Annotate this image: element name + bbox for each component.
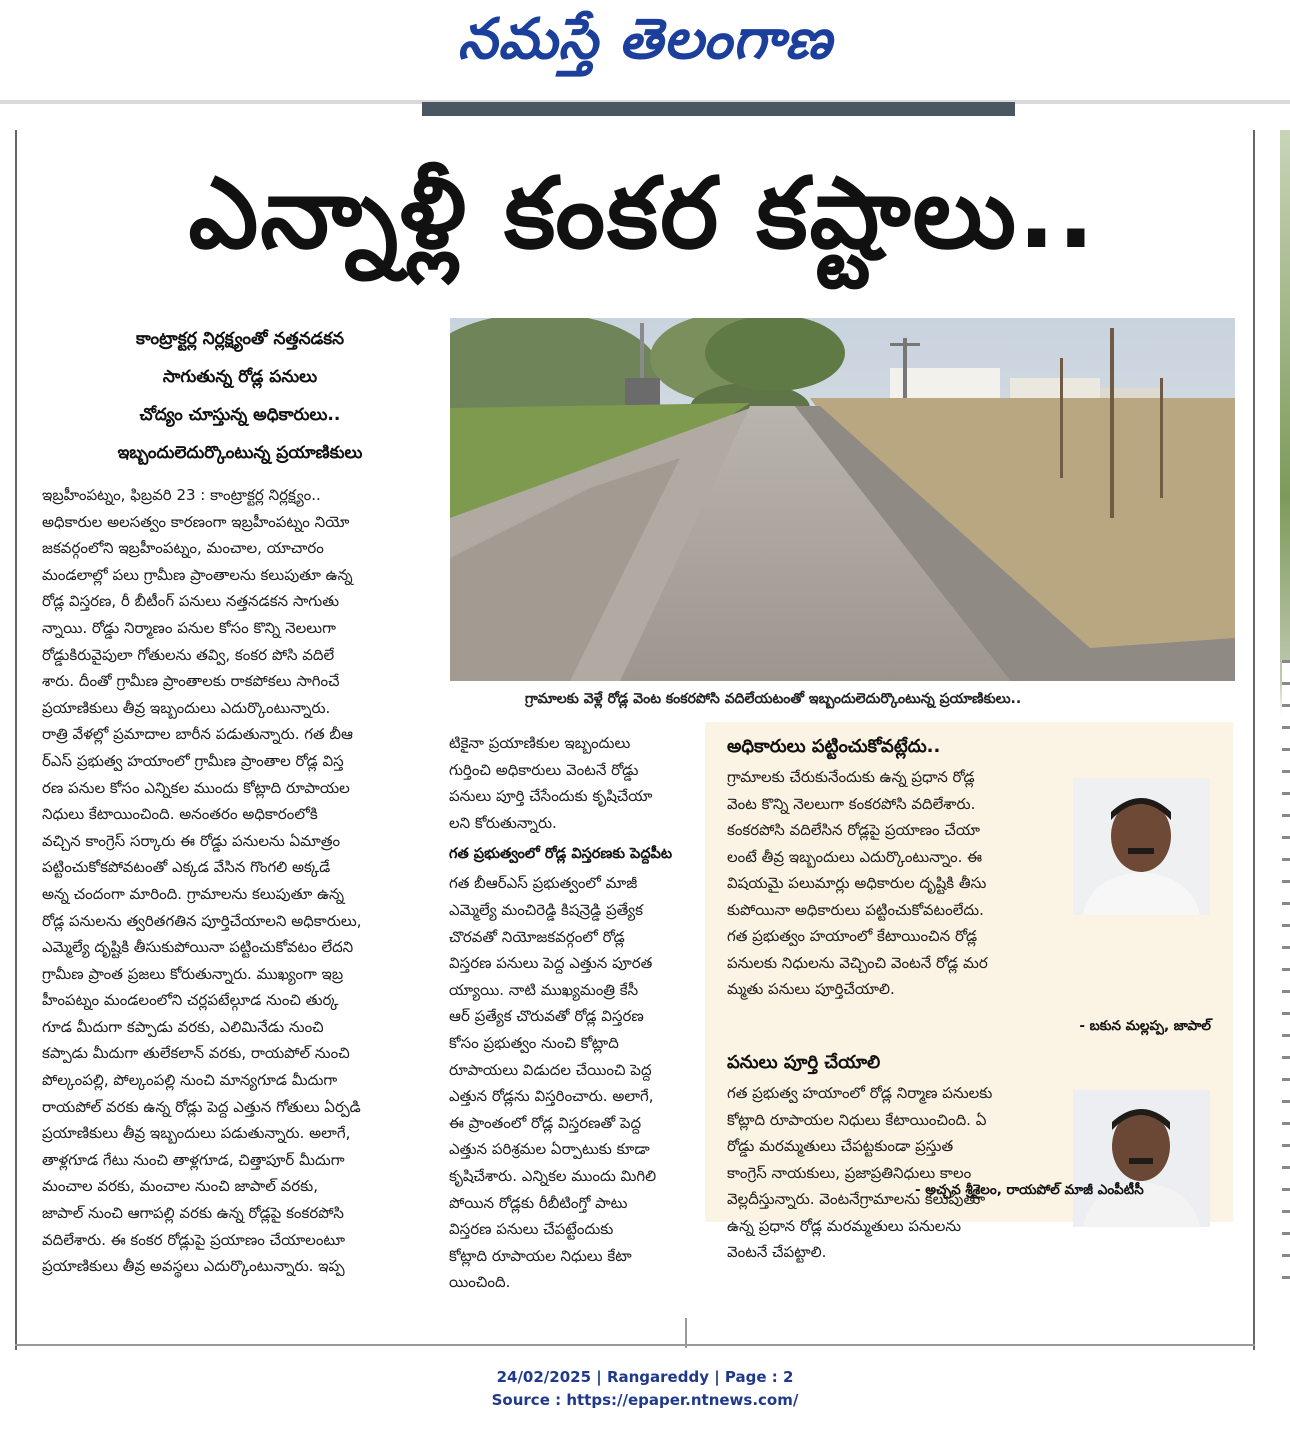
body-text-column-2b — [449, 870, 714, 1296]
inline-subhead: గత ప్రభుత్వంలో రోడ్ల విస్తరణకు పెద్దపీట — [449, 846, 673, 863]
body-line: పోయిన రోడ్లకు రీబీటింగ్తో పాటు — [449, 1193, 628, 1212]
body-line: ప్రయాణికులు తీవ్ర ఇబ్బందులు పడుతున్నారు. అలాగే, — [42, 1124, 351, 1143]
body-line: రూపాయలు విడుదల చేయించి పెద్ద — [449, 1060, 652, 1079]
body-line: వదిలేశారు. ఈ కంకర రోడ్లుపై ప్రయాణం చేయాలంటూ — [42, 1230, 346, 1249]
body-line: ఎత్తున పరిశ్రమల ఏర్పాటుకు కూడా — [449, 1140, 650, 1159]
quote-line: విషయమై పలుమార్లు అధికారుల దృష్టికి తీసు — [727, 874, 987, 892]
body-line: మంచాల వరకు, మంచాల నుంచి జాపాల్ వరకు, — [42, 1177, 318, 1196]
body-line: నిధులు కేటాయించింది. అనంతరం అధికారంలోకి — [42, 805, 318, 824]
body-line: ఆర్ ప్రత్యేక చొరువతో రోడ్ల విస్తరణ — [449, 1007, 644, 1026]
body-line: కోసం ప్రభుత్వం నుంచి కోట్లాది — [449, 1033, 619, 1052]
body-line: య్యాయి. నాటి ముఖ్యమంత్రి కేసీ — [449, 980, 639, 999]
subhead-line: చోద్యం చూస్తున్న అధికారులు.. — [139, 405, 341, 425]
quote-1-text — [727, 764, 1057, 1003]
body-text-column-1 — [42, 482, 434, 1280]
body-line: రోడ్డుకిరువైపులా గోతులను తవ్వి, కంకర పోసి వదిలే — [42, 645, 335, 664]
body-line: ఎమ్మెల్యే దృష్టికి తీసుకుపోయినా పట్టించుకోవటం లేదని — [42, 938, 354, 957]
body-line: జాపాల్ నుంచి ఆగాపల్లి వరకు ఉన్న రోడ్లపై కంకరపోసి — [42, 1204, 344, 1223]
quote-line: వెల్లదీస్తున్నారు. వెంటనేగ్రామాలను కలుపుతూ — [727, 1190, 986, 1208]
quote-1-signature: - బకున మల్లప్ప, జాపాల్ — [1079, 1018, 1211, 1034]
body-line: జకవర్గంలోని ఇబ్రహీంపట్నం, మంచాల, యాచారం — [42, 539, 324, 558]
body-line: ఎత్తున రోడ్లను విస్తరించారు. అలాగే, — [449, 1087, 654, 1106]
body-line: కృషిచేశారు. ఎన్నికల ముందు మిగిలి — [449, 1166, 657, 1185]
body-line: వచ్చిన కాంగ్రెస్ సర్కారు ఈ రోడ్డు పనులను ఏమాత్రం — [42, 831, 341, 850]
body-line: కప్పాడు మీదుగా తులేకలాన్ వరకు, రాయపోల్ నుంచి — [42, 1044, 350, 1063]
adjacent-article-text-sliver — [1282, 660, 1290, 1280]
body-line: విస్తరణ పనులు చేపట్టేందుకు — [449, 1220, 614, 1239]
body-line: విస్తరణ పనులు పెద్ద ఎత్తున పూరత — [449, 954, 653, 973]
body-line: గ్రామీణ ప్రాంత ప్రజలు కోరుతున్నారు. ముఖ్యంగా ఇబ్ర — [42, 964, 344, 983]
quote-2-text — [727, 1080, 1057, 1266]
article-body-column-2 — [449, 730, 714, 1296]
article-body-column-1 — [42, 482, 434, 1280]
body-line: కోట్లాది రూపాయల నిధులు కేటా — [449, 1246, 632, 1265]
quote-2-signature: - అచ్చన శ్రీశైలం, రాయపోల్ మాజీ ఎంపీటీసీ — [915, 1182, 1144, 1198]
body-line: రణ పనుల కోసం ఎన్నికల ముందు కోట్లాది రూపాయల — [42, 778, 350, 797]
body-line: గత బీఆర్ఎస్ ప్రభుత్వంలో మాజీ — [449, 874, 638, 893]
body-text-column-2a — [449, 730, 714, 836]
body-line: గూడ మీదుగా కప్పాడు వరకు, ఎలిమినేడు నుంచి — [42, 1017, 324, 1036]
body-line: లని కోరుతున్నారు. — [449, 813, 557, 832]
footer-date-edition: 24/02/2025 | Rangareddy | Page : 2 — [496, 1368, 794, 1386]
quote-2-title: పనులు పూర్తి చేయాలి — [727, 1052, 881, 1073]
quote-line: మ్మతు పనులు పూర్తిచేయాలి. — [727, 980, 895, 998]
subhead-line: కాంట్రాక్టర్ల నిర్లక్ష్యంతో నత్తనడకన — [135, 329, 345, 349]
body-line: ర్ఎస్ ప్రభుత్వ హయాంలో గ్రామీణ ప్రాంతాల రోడ్ల విస్త — [42, 751, 344, 770]
body-line: ఎమ్మెల్యే మంచిరెడ్డి కిషన్రెడ్డి ప్రత్యేక — [449, 900, 643, 919]
body-line: హీంపట్నం మండలంలోని చర్లపటేల్గూడ నుంచి తుర్క — [42, 991, 339, 1010]
quotes-box — [705, 722, 1233, 1261]
quote-line: కోట్లాది రూపాయల నిధులు కేటాయించింది. ఏ — [727, 1110, 987, 1129]
article-subheads — [55, 320, 425, 472]
body-line: రాత్రి వేళల్లో ప్రమాదాల బారీన పడుతున్నారు. గత బీఆ — [42, 725, 353, 744]
newspaper-logo: నమస్తే తెలంగాణ — [457, 6, 833, 72]
subhead-line: సాగుతున్న రోడ్ల పనులు — [162, 367, 318, 387]
body-line: ప్రయాణికులు తీవ్ర అవస్థలు ఎదుర్కొంటున్నారు. ఇప్ప — [42, 1257, 345, 1276]
bottom-rule — [15, 1344, 1255, 1346]
portrait-bakuna-mallappa — [1073, 778, 1210, 915]
subhead-line: ఇబ్బందులెదుర్కొంటున్న ప్రయాణికులు — [117, 443, 363, 463]
road-photo — [450, 318, 1235, 681]
body-line: అన్న చందంగా మారింది. గ్రామాలను కలుపుతూ ఉన్న — [42, 884, 345, 903]
body-line: శారు. దీంతో గ్రామీణ ప్రాంతాలకు రాకపోకలు సాగించే — [42, 672, 340, 691]
footer-source: Source : https://epaper.ntnews.com/ — [491, 1391, 799, 1409]
body-line: ప్రయాణికులు తీవ్ర ఇబ్బందులు ఎదుర్కొంటున్నారు. — [42, 698, 331, 717]
quote-line: గత ప్రభుత్వం హయాంలో కేటాయించిన రోడ్ల — [727, 927, 978, 945]
article-headline: ఎన్నాళ్లీ కంకర కష్టాలు.. — [188, 157, 1097, 271]
quote-line: పనులకు నిధులను వెచ్చించి వెంటనే రోడ్ల మర — [727, 953, 988, 972]
quote-line: వెంటనే చేపట్టాలి. — [727, 1243, 827, 1261]
body-line: రోడ్ల విస్తరణ, రీ బీటీంగ్ పనులు నత్తనడకన సాగుతు — [42, 592, 340, 611]
quote-line: కాంగ్రెస్ నాయకులు, ప్రజాప్రతినిధులు కాలం — [727, 1163, 972, 1182]
masthead — [0, 0, 1290, 100]
quote-line: వెంట కొన్ని నెలలుగా కంకరపోసి వదిలేశారు. — [727, 794, 976, 813]
quote-1-title: అధికారులు పట్టించుకోవట్లేదు.. — [727, 736, 941, 757]
quote-line: రోడ్డు మరమ్మతులు చేపట్టకుండా ప్రస్తుత — [727, 1137, 954, 1155]
body-line: రోడ్ల పనులను త్వరితగతిన పూర్తిచేయాలని అధికారులు, — [42, 911, 362, 930]
body-line: చొరవతో నియోజకవర్గంలో రోడ్ల — [449, 927, 625, 946]
photo-caption: గ్రామాలకు వెళ్లే రోడ్ల వెంట కంకరపోసి వదిలేయటంతో ఇబ్బందులెదుర్కొంటున్న ప్రయాణికులు.. — [525, 691, 1022, 707]
road-photo-image — [450, 318, 1235, 681]
body-line: పోల్కంపల్లి, పోల్కంపల్లి నుంచి మాన్యగూడ మీదుగా — [42, 1071, 338, 1090]
quote-line: ఉన్న ప్రధాన రోడ్ల మరమ్మతులు పనులను — [727, 1216, 962, 1235]
body-line: మండలాల్లో పలు గ్రామీణ ప్రాంతాలను కలుపుతూ ఉన్న — [42, 565, 353, 584]
page-footer — [0, 1366, 1290, 1412]
masthead-band — [422, 102, 1015, 116]
quote-line: గత ప్రభుత్వ హయాంలో రోడ్ల నిర్మాణ పనులకు — [727, 1084, 993, 1102]
body-line: పట్టించుకోకపోవటంతో ఎక్కడ వేసిన గొంగలి అక్కడే — [42, 858, 331, 877]
body-line: పనులు పూర్తి చేసేందుకు కృషిచేయా — [449, 787, 653, 806]
body-line: గుర్తించి అధికారులు వెంటనే రోడ్డు — [449, 760, 639, 779]
quote-line: లంటే తీవ్ర ఇబ్బందులు ఎదుర్కొంటున్నాం. ఈ — [727, 847, 983, 866]
body-line: న్నాయి. రోడ్డు నిర్మాణం పనుల కోసం కొన్ని నెలలుగా — [42, 618, 336, 637]
body-line: తాళ్లగూడ గేటు నుంచి తాళ్లగూడ, చిత్తాపూర్ మీదుగా — [42, 1150, 345, 1169]
article-clip — [15, 130, 1255, 1350]
portrait-achana-srisailam — [1073, 1090, 1210, 1227]
body-line: టికైనా ప్రయాణికుల ఇబ్బందులు — [449, 734, 631, 752]
quote-line: గ్రామాలకు చేరుకునేందుకు ఉన్న ప్రధాన రోడ్ల — [727, 768, 975, 786]
quote-line: కుపోయినా అధికారులు పట్టించుకోవటంలేదు. — [727, 900, 984, 919]
quote-line: కంకరపోసి వదిలేసిన రోడ్లపై ప్రయాణం చేయా — [727, 821, 980, 839]
body-line: రాయపోల్ వరకు ఉన్న రోడ్లు పెద్ద ఎత్తున గోతులు ఏర్పడి — [42, 1097, 361, 1116]
body-line: అధికారుల అలసత్వం కారణంగా ఇబ్రహీంపట్నం నియో — [42, 512, 350, 531]
body-line: ఈ ప్రాంతంలో రోడ్ల విస్తరణతో పెద్ద — [449, 1113, 642, 1132]
body-line: ఇబ్రహీంపట్నం, ఫిబ్రవరి 23 : కాంట్రాక్టర్ల నిర్లక్ష్యం.. — [42, 486, 321, 504]
body-line: యించింది. — [449, 1273, 511, 1292]
